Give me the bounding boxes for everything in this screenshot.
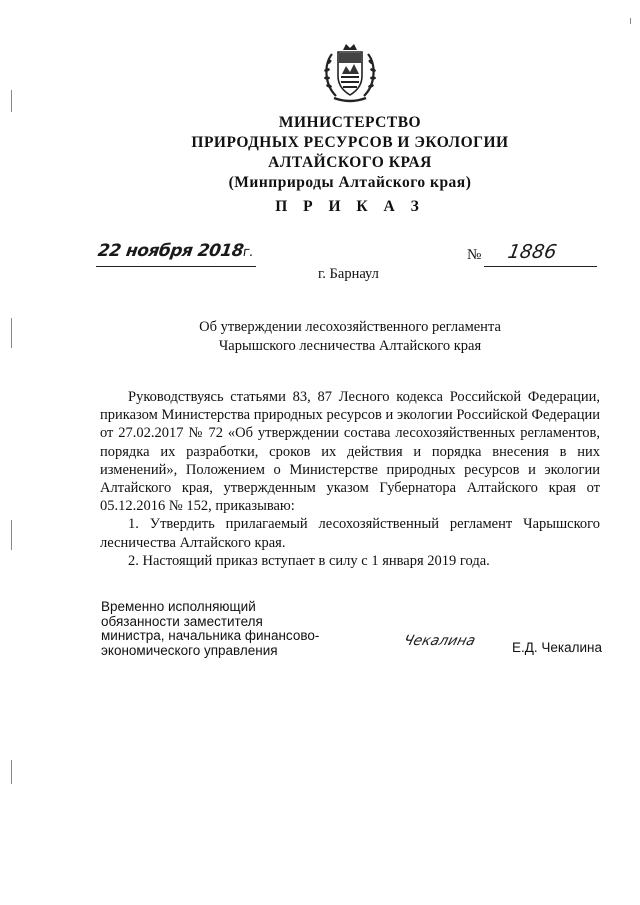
handwritten-signature: Чекалина — [401, 633, 478, 649]
preamble-paragraph: Руководствуясь статьями 83, 87 Лесного кодекса Российской Федерации, приказом Министерства природных ресурсов и экологии Российской Федерации от 27.02.2017 № 72 «Об утверждении состава лесохозяйственных регламентов, порядка их разработки, сроков их действия и порядка внесения в них изменений», Положением о Министерстве природных ресурсов и экологии Алтайского края, утвержденным указом Губернатора Алтайского края от 05.12.2016 № 152, приказываю: — [100, 389, 600, 515]
signer-position-line: обязанности заместителя — [101, 613, 263, 629]
subject-line: Чарышского лесничества Алтайского края — [218, 338, 482, 354]
handwritten-date: 22 ноября 2018 — [96, 241, 245, 261]
margin-mark — [11, 520, 12, 550]
ministry-line: ПРИРОДНЫХ РЕСУРСОВ И ЭКОЛОГИИ — [191, 134, 509, 151]
order-body — [100, 388, 600, 570]
margin-mark — [11, 318, 12, 348]
handwritten-order-number: 1886 — [506, 241, 559, 263]
margin-mark — [630, 18, 631, 24]
signer-position — [101, 600, 319, 658]
subject-line: Об утверждении лесохозяйственного регламента — [199, 319, 501, 335]
signer-name: Е.Д. Чекалина — [512, 640, 602, 655]
order-subject — [100, 318, 600, 356]
number-underline — [484, 266, 597, 267]
order-item-2: 2. Настоящий приказ вступает в силу с 1 января 2019 года. — [128, 552, 490, 569]
margin-mark — [11, 760, 12, 784]
order-date — [97, 241, 255, 261]
altai-krai-coat-of-arms-icon — [322, 40, 378, 106]
document-type-title: П Р И К А З — [275, 198, 425, 215]
date-underline — [96, 266, 256, 267]
ministry-header — [100, 113, 600, 193]
issue-city: г. Барнаул — [318, 266, 379, 282]
ministry-line: МИНИСТЕРСТВО — [278, 114, 422, 131]
ministry-abbreviation: (Минприроды Алтайского края) — [228, 174, 472, 191]
signer-position-line: экономического управления — [101, 642, 278, 658]
signer-position-line: Временно исполняющий — [101, 599, 256, 614]
date-suffix: г. — [241, 245, 254, 260]
number-sign: № — [467, 247, 482, 263]
order-item-1: 1. Утвердить прилагаемый лесохозяйственный регламент Чарышского лесничества Алтайского края. — [100, 516, 600, 551]
margin-mark — [11, 90, 12, 112]
ministry-line: АЛТАЙСКОГО КРАЯ — [268, 154, 432, 171]
signer-position-line: министра, начальника финансово- — [101, 628, 320, 643]
